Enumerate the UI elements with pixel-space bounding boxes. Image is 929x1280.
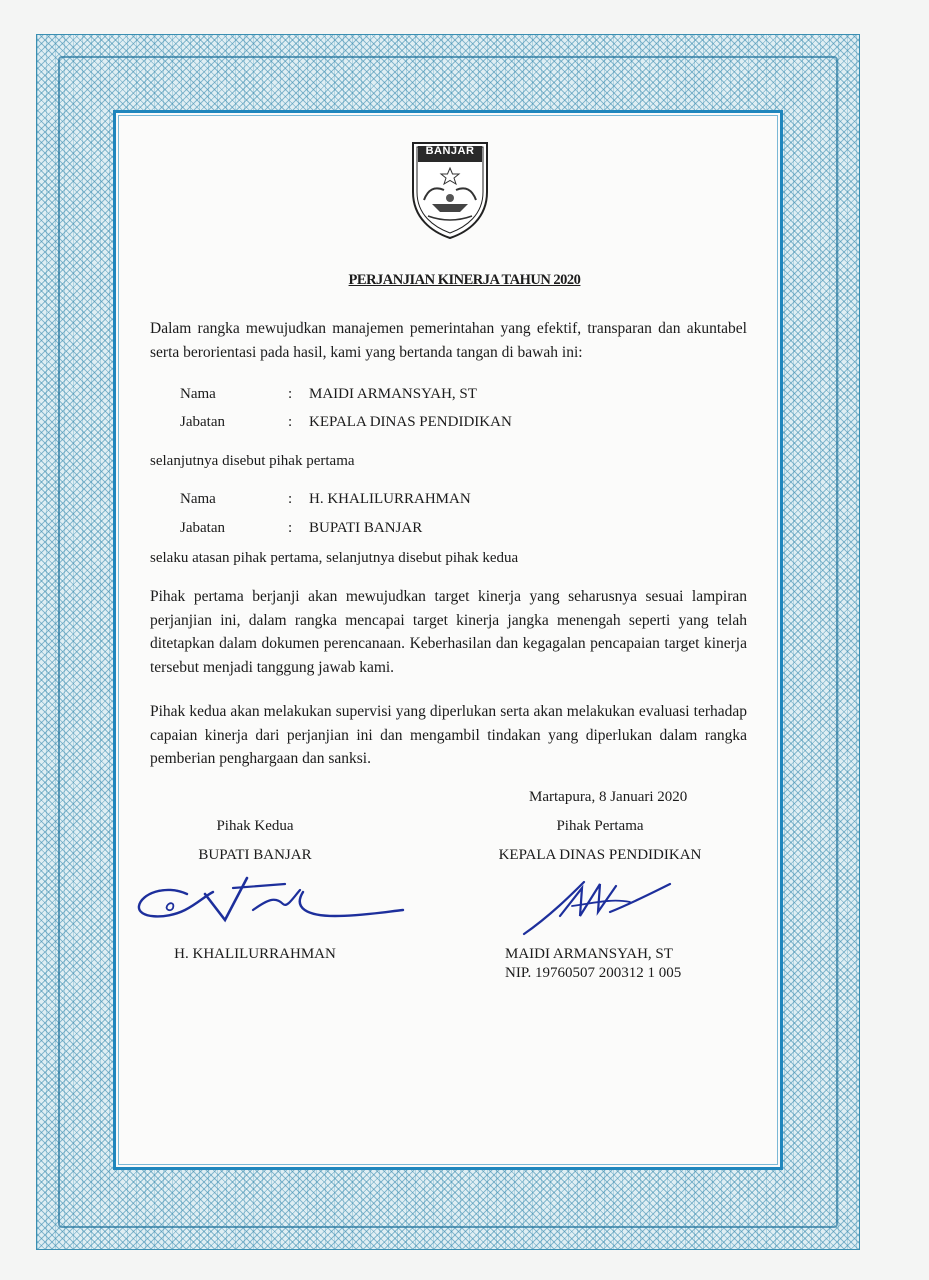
party1-position-label: Jabatan: [180, 414, 225, 430]
commitment-paragraph: Pihak pertama berjanji akan mewujudkan target kinerja yang seharusnya sesuai lampiran perjanjian ini, dalam rangka mencapai target kinerja jangka menengah seperti yang telah ditetapkan dalam dokumen perencanaan. Keberhasilan dan kegagalan pencapaian target kinerja tersebut menjadi tanggung jawab kami.: [150, 588, 747, 676]
party2-position-colon: :: [288, 520, 293, 536]
party1-position-colon: :: [288, 414, 293, 430]
right-role: Pihak Pertama: [556, 818, 644, 834]
party2-position-value: BUPATI BANJAR: [309, 520, 423, 536]
party2-name-value: H. KHALILURRAHMAN: [309, 491, 471, 507]
party2-name-label: Nama: [180, 491, 216, 507]
right-signature-icon: [520, 876, 680, 940]
party1-name-colon: :: [288, 386, 293, 402]
left-signer-name: H. KHALILURRAHMAN: [174, 946, 336, 962]
left-role: Pihak Kedua: [216, 818, 294, 834]
party1-name-value: MAIDI ARMANSYAH, ST: [309, 386, 477, 402]
right-signer-nip: NIP. 19760507 200312 1 005: [505, 965, 682, 981]
emblem-label: BANJAR: [425, 145, 475, 157]
party2-position-label: Jabatan: [180, 520, 225, 536]
party2-name-colon: :: [288, 491, 293, 507]
right-signer-name: MAIDI ARMANSYAH, ST: [505, 946, 673, 962]
left-title: BUPATI BANJAR: [198, 847, 312, 863]
party2-note: selaku atasan pihak pertama, selanjutnya disebut pihak kedua: [150, 550, 519, 566]
party1-name-label: Nama: [180, 386, 216, 402]
party1-position-value: KEPALA DINAS PENDIDIKAN: [309, 414, 512, 430]
document-title: PERJANJIAN KINERJA TAHUN 2020: [348, 272, 581, 288]
supervision-paragraph: Pihak kedua akan melakukan supervisi yang diperlukan serta akan melakukan evaluasi terhadap capaian kinerja dari perjanjian ini dan mengambil tindakan yang diperlukan dalam rangka pemberian penghargaan dan sanksi.: [150, 703, 747, 767]
left-signature-icon: [135, 870, 405, 940]
place-date: Martapura, 8 Januari 2020: [529, 789, 688, 805]
intro-paragraph: Dalam rangka mewujudkan manajemen pemerintahan yang efektif, transparan dan akuntabel serta berorientasi pada hasil, kami yang bertanda tangan di bawah ini:: [150, 320, 747, 361]
right-title: KEPALA DINAS PENDIDIKAN: [498, 847, 702, 863]
party1-note: selanjutnya disebut pihak pertama: [150, 453, 355, 469]
